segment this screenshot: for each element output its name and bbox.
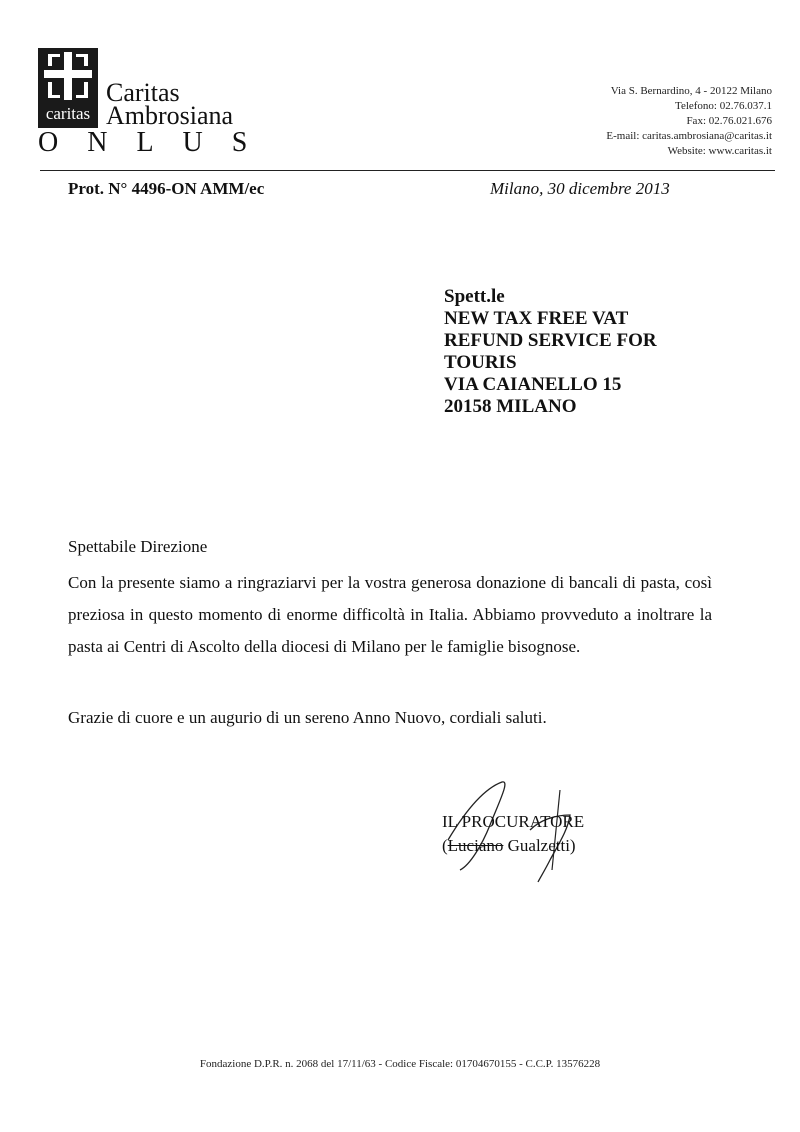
contact-fax: Fax: 02.76.021.676: [686, 115, 772, 127]
contact-address: Via S. Bernardino, 4 - 20122 Milano: [610, 85, 772, 97]
addressee-line: Spett.le: [444, 286, 505, 307]
signatory-title: IL PROCURATORE: [442, 812, 585, 831]
signatory-last-name: Gualzetti): [503, 836, 576, 855]
signatory-first-name: Luciano: [447, 836, 504, 855]
protocol-number: Prot. N° 4496-ON AMM/ec: [68, 179, 265, 198]
salutation: Spettabile Direzione: [68, 537, 208, 556]
contact-website: Website: www.caritas.it: [667, 145, 772, 157]
addressee-block: [444, 286, 657, 418]
letter-date: Milano, 30 dicembre 2013: [490, 179, 670, 198]
addressee-line: TOURIS: [444, 352, 517, 373]
caritas-logo: [38, 48, 98, 128]
signatory-name: [442, 834, 584, 858]
org-name-line2: Ambrosiana: [106, 101, 234, 130]
contact-phone: Telefono: 02.76.037.1: [675, 100, 772, 112]
addressee-line: 20158 MILANO: [444, 396, 577, 417]
addressee-line: NEW TAX FREE VAT: [444, 308, 629, 329]
closing-line: Grazie di cuore e un augurio di un sereno Anno Nuovo, cordiali saluti.: [68, 708, 547, 727]
contact-block: [606, 84, 772, 159]
caritas-cross-icon: [38, 48, 98, 104]
header-divider: [40, 170, 775, 171]
signatory-name-open: (: [442, 836, 448, 855]
logo-label: caritas: [45, 104, 91, 123]
addressee-line: VIA CAIANELLO 15: [444, 374, 622, 395]
org-name-line1: Caritas: [106, 78, 180, 107]
footer-legal: Fondazione D.P.R. n. 2068 del 17/11/63 - Codice Fiscale: 01704670155 - C.C.P. 13576228: [199, 1058, 601, 1070]
org-onlus: ONLUS: [38, 127, 277, 158]
body-paragraph: Con la presente siamo a ringraziarvi per la vostra generosa donazione di bancali di pasta, così preziosa in questo momento di enorme difficoltà in Italia. Abbiamo provveduto a inoltrare la pasta ai Centri di Ascolto della diocesi di Milano per le famiglie bisognose.: [68, 573, 712, 656]
addressee-line: REFUND SERVICE FOR: [444, 330, 657, 351]
contact-email: E-mail: caritas.ambrosiana@caritas.it: [606, 130, 772, 142]
signature-block: [442, 810, 584, 858]
